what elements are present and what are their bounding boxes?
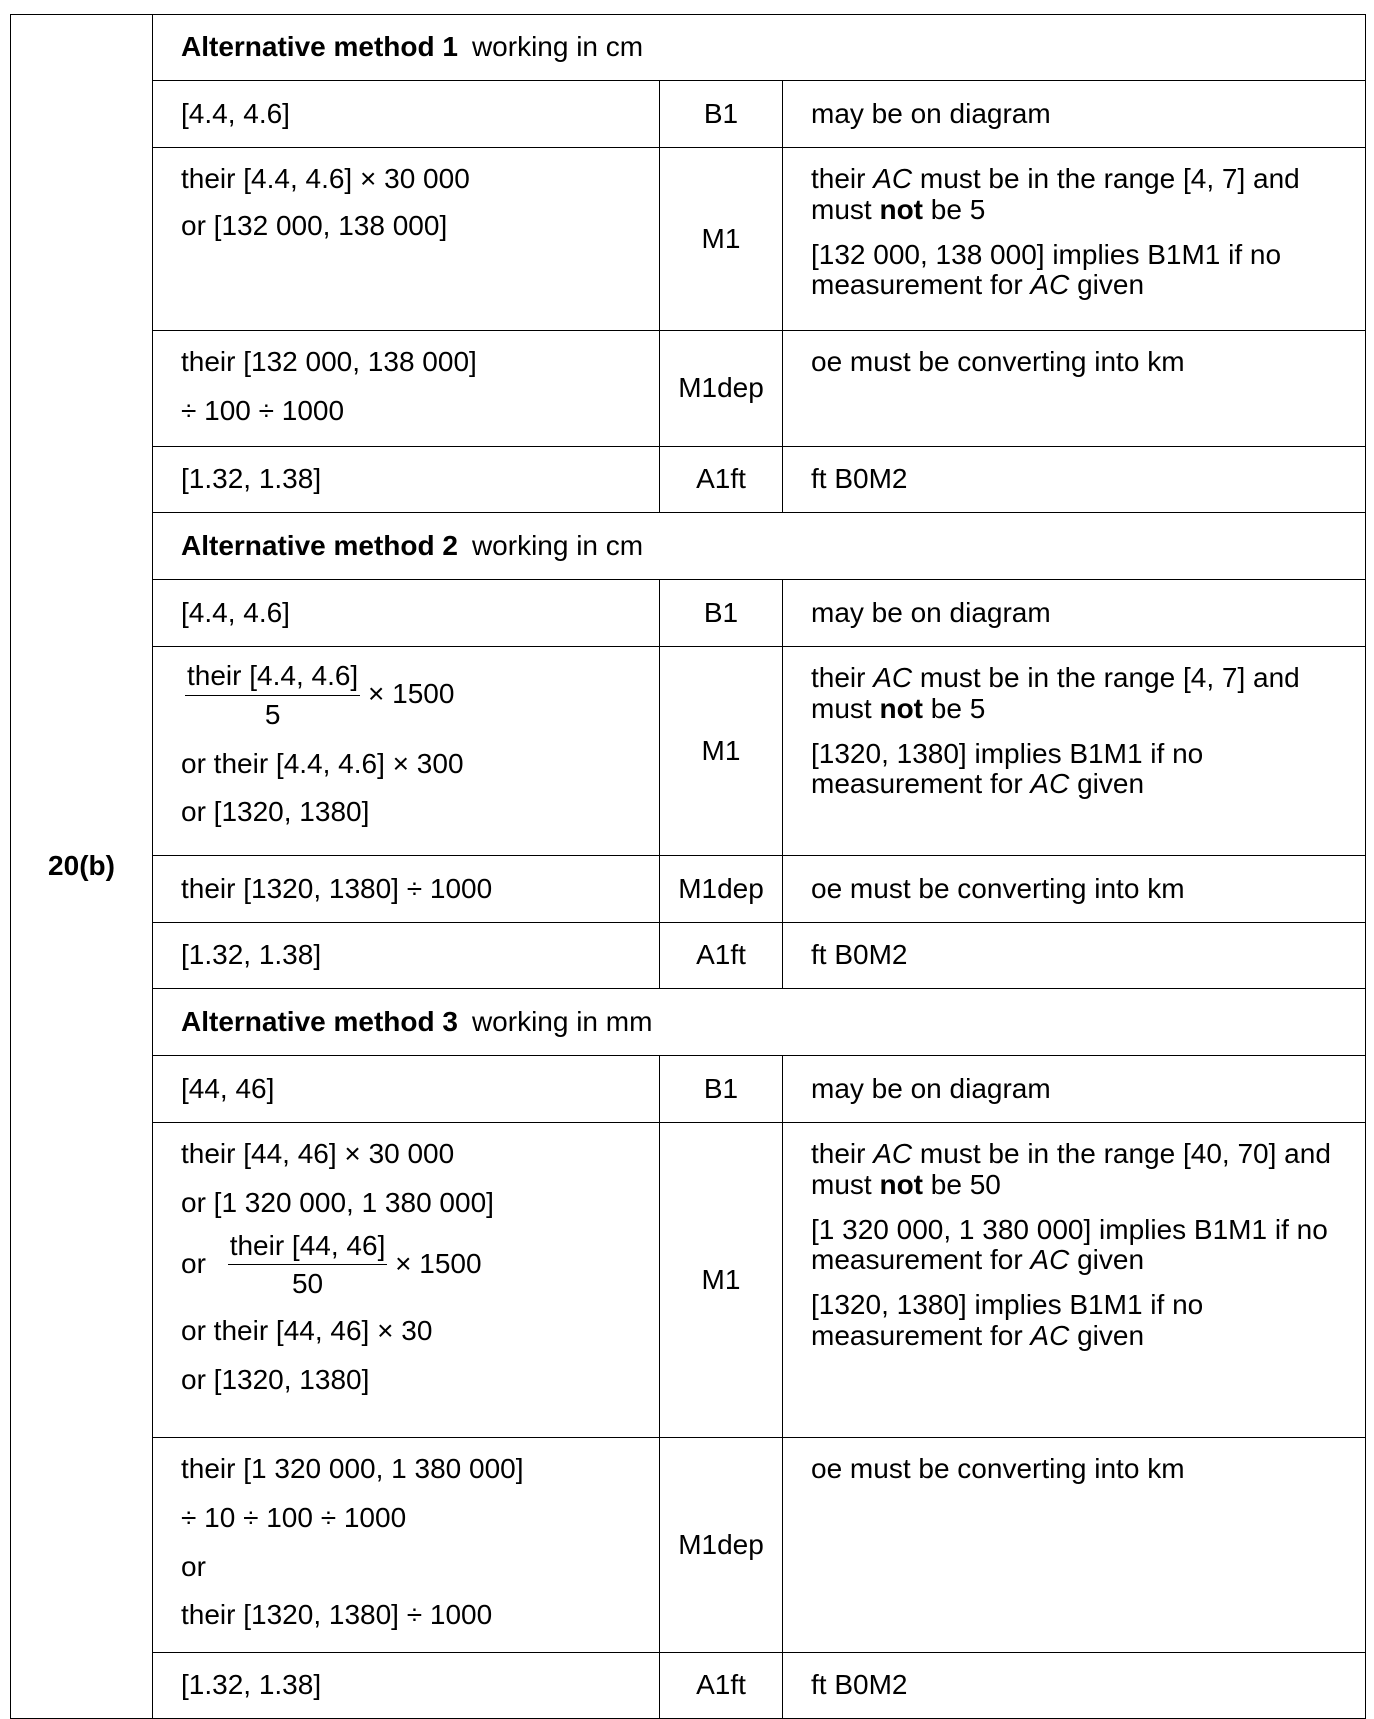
mark-cell: B1 [660,81,783,148]
answer-line: or [181,1550,206,1582]
table-row [11,1123,1366,1438]
or-label: or [181,1247,206,1279]
comment-cell: ft B0M2 [783,1653,1366,1719]
comment-cell [783,1123,1366,1438]
answer-cell [153,1438,660,1653]
text: AC [873,163,913,194]
comment-line [811,663,1337,725]
text: [1 320 000, 1 380 000] implies B1M1 if no measurement for [811,1213,1328,1276]
text: AC [873,662,913,693]
method-title: Alternative method 2 [181,529,458,561]
answer-cell [153,331,660,447]
fraction [228,1231,388,1301]
text: must be in the range [4, 7] and must [811,662,1300,724]
answer-cell: [44, 46] [153,1056,660,1123]
text: not [879,1168,923,1200]
comment-line [811,1290,1337,1352]
text: be 50 [923,1168,1001,1200]
text: [1320, 1380] implies B1M1 if no measurement for [811,1289,1204,1351]
mark-cell: A1ft [660,447,783,513]
fraction-tail: × 1500 [360,678,455,710]
text: given [1069,269,1145,301]
table-row [11,580,1366,647]
comment-line [811,739,1337,801]
method-heading [153,15,1366,81]
answer-cell [153,647,660,856]
answer-cell [153,1123,660,1438]
answer-cell: [1.32, 1.38] [153,447,660,513]
comment-cell: ft B0M2 [783,447,1366,513]
answer-cell: [4.4, 4.6] [153,81,660,148]
answer-line: ÷ 10 ÷ 100 ÷ 1000 [181,1501,407,1533]
text: AC [1030,1244,1070,1276]
comment-cell: oe must be converting into km [783,331,1366,447]
comment-cell [783,148,1366,331]
text: be 5 [923,692,986,724]
text: given [1069,768,1145,800]
table-row [11,856,1366,923]
text: [132 000, 138 000] implies B1M1 if no measurement for [811,238,1282,301]
fraction [185,661,360,731]
answer-line: or [1 320 000, 1 380 000] [181,1186,494,1218]
answer-line: their [1320, 1380] ÷ 1000 [181,1599,493,1631]
answer-line: or [1320, 1380] [181,1363,370,1395]
fraction-numerator: their [44, 46] [228,1231,388,1266]
method-subtitle: working in mm [471,1005,653,1037]
text: must be in the range [40, 70] and must [811,1138,1331,1200]
text: not [879,692,923,724]
answer-cell: [1.32, 1.38] [153,1653,660,1719]
comment-cell: may be on diagram [783,81,1366,148]
comment-cell: ft B0M2 [783,923,1366,989]
comment-cell: oe must be converting into km [783,856,1366,923]
mark-scheme-table [10,14,1366,1719]
fraction-numerator: their [4.4, 4.6] [185,661,360,696]
mark-cell: M1 [660,647,783,856]
answer-cell: [4.4, 4.6] [153,580,660,647]
method-subtitle: working in cm [471,31,644,63]
comment-cell [783,647,1366,856]
mark-cell: B1 [660,580,783,647]
text: AC [1030,768,1070,800]
answer-line: or [132 000, 138 000] [181,209,448,241]
text: be 5 [923,193,986,225]
comment-line [811,164,1337,226]
mark-cell: M1dep [660,856,783,923]
fraction-denominator: 5 [264,698,281,730]
method-heading [153,989,1366,1056]
table-row [11,647,1366,856]
mark-cell: B1 [660,1056,783,1123]
answer-line: their [1 320 000, 1 380 000] [181,1453,524,1484]
text: given [1069,1244,1145,1276]
answer-line: or their [44, 46] × 30 [181,1315,433,1347]
method-title: Alternative method 3 [181,1005,458,1037]
table-row [11,148,1366,331]
text: their [811,662,866,693]
table-row [11,331,1366,447]
answer-line: their [132 000, 138 000] [181,346,477,377]
table-row [11,1438,1366,1653]
method-subtitle: working in cm [471,529,644,561]
text: given [1069,1319,1145,1351]
comment-cell: may be on diagram [783,1056,1366,1123]
table-row [11,1056,1366,1123]
text: [1320, 1380] implies B1M1 if no measurement for [811,737,1204,800]
mark-cell: A1ft [660,923,783,989]
mark-cell: M1dep [660,331,783,447]
text: their [811,1138,866,1169]
fraction-expression [185,661,631,731]
fraction-expression [181,1231,631,1301]
table-row [11,1653,1366,1719]
comment-cell: may be on diagram [783,580,1366,647]
table-row [11,447,1366,513]
comment-line [811,240,1337,302]
table-row [11,81,1366,148]
method-3-header-row [11,989,1366,1056]
answer-line: their [44, 46] × 30 000 [181,1138,455,1169]
text: not [879,193,923,225]
answer-cell: their [1320, 1380] ÷ 1000 [153,856,660,923]
text: must be in the range [4, 7] and must [811,163,1300,225]
method-2-header-row [11,513,1366,580]
mark-cell: A1ft [660,1653,783,1719]
comment-cell: oe must be converting into km [783,1438,1366,1653]
answer-line: or their [4.4, 4.6] × 300 [181,747,464,779]
method-heading [153,513,1366,580]
comment-line [811,1215,1337,1277]
answer-cell [153,148,660,331]
text: AC [1030,1319,1070,1351]
question-number: 20(b) [11,15,153,1719]
answer-line: their [4.4, 4.6] × 30 000 [181,163,470,194]
text: their [811,163,866,194]
method-1-header-row [11,15,1366,81]
mark-cell: M1dep [660,1438,783,1653]
fraction-tail: × 1500 [387,1247,482,1279]
answer-line: ÷ 100 ÷ 1000 [181,394,345,426]
text: AC [1030,269,1070,301]
comment-line [811,1139,1337,1201]
table-row [11,923,1366,989]
text: AC [873,1138,913,1169]
answer-line: or [1320, 1380] [181,796,370,828]
method-title: Alternative method 1 [181,31,458,63]
fraction-denominator: 50 [291,1268,324,1300]
mark-cell: M1 [660,148,783,331]
mark-cell: M1 [660,1123,783,1438]
answer-cell: [1.32, 1.38] [153,923,660,989]
